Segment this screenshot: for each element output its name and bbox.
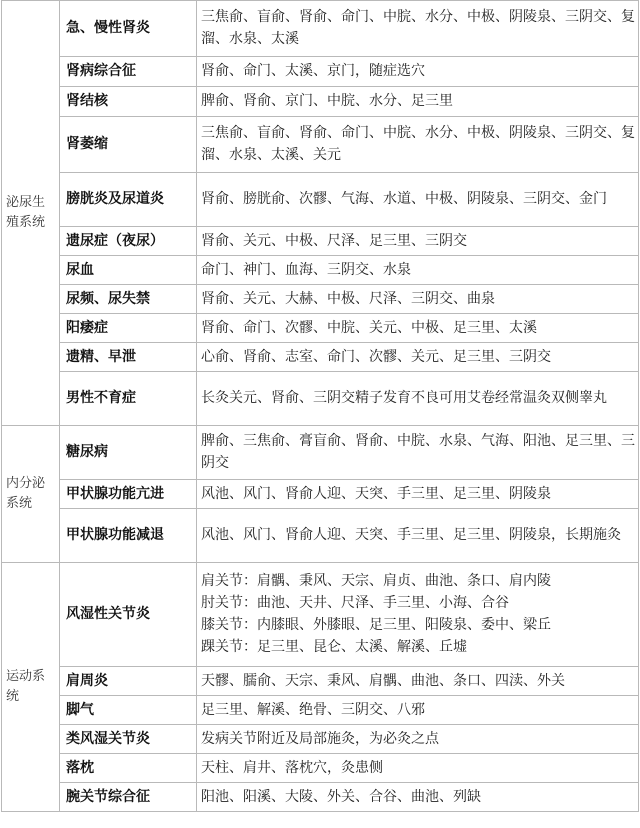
table-row (2, 173, 639, 227)
category-cell: 内分泌系统 (2, 426, 60, 563)
condition-cell: 膀胱炎及尿道炎 (60, 173, 197, 227)
table-row (2, 480, 639, 509)
acupoints-cell: 肾俞、命门、次髎、中脘、关元、中极、足三里、太溪 (197, 314, 639, 343)
condition-cell: 类风湿关节炎 (60, 725, 197, 754)
condition-cell: 男性不育症 (60, 372, 197, 426)
condition-cell: 落枕 (60, 754, 197, 783)
acupoints-cell: 肾俞、关元、中极、尺泽、足三里、三阴交 (197, 227, 639, 256)
category-cell: 运动系统 (2, 563, 60, 812)
acupoints-cell: 肾俞、膀胱俞、次髎、气海、水道、中极、阴陵泉、三阴交、金门 (197, 173, 639, 227)
table-row (2, 783, 639, 812)
table-row (2, 696, 639, 725)
table-row (2, 87, 639, 117)
condition-cell: 脚气 (60, 696, 197, 725)
condition-cell: 遗精、早泄 (60, 343, 197, 372)
acupoints-cell (197, 563, 639, 667)
table-row (2, 667, 639, 696)
condition-cell: 甲状腺功能减退 (60, 509, 197, 563)
acupoints-cell: 命门、神门、血海、三阴交、水泉 (197, 256, 639, 285)
condition-cell: 遗尿症（夜尿） (60, 227, 197, 256)
acupoint-table (1, 0, 639, 812)
acupoints-cell: 天柱、肩井、落枕穴，灸患侧 (197, 754, 639, 783)
condition-cell: 糖尿病 (60, 426, 197, 480)
acupoints-cell: 肾俞、关元、大赫、中极、尺泽、三阴交、曲泉 (197, 285, 639, 314)
table-row (2, 426, 639, 480)
acupoints-cell: 长灸关元、肾俞、三阴交精子发育不良可用艾卷经常温灸双侧睾丸 (197, 372, 639, 426)
condition-cell: 阳痿症 (60, 314, 197, 343)
elbow-joint-line: 肘关节：曲池、天井、尺泽、手三里、小海、合谷 (201, 595, 509, 611)
table-row (2, 343, 639, 372)
acupoints-cell: 心俞、肾俞、志室、命门、次髎、关元、足三里、三阴交 (197, 343, 639, 372)
ankle-joint-line: 踝关节：足三里、昆仑、太溪、解溪、丘墟 (201, 639, 467, 655)
acupoints-cell: 风池、风门、肾俞人迎、天突、手三里、足三里、阴陵泉 (197, 480, 639, 509)
table-row (2, 57, 639, 87)
condition-cell: 肾结核 (60, 87, 197, 117)
table-row (2, 227, 639, 256)
condition-cell: 腕关节综合征 (60, 783, 197, 812)
condition-cell: 风湿性关节炎 (60, 563, 197, 667)
table-row (2, 725, 639, 754)
table-row (2, 563, 639, 667)
table-row (2, 285, 639, 314)
knee-joint-line: 膝关节：内膝眼、外膝眼、足三里、阳陵泉、委中、梁丘 (201, 617, 551, 633)
acupoints-cell: 脾俞、肾俞、京门、中脘、水分、足三里 (197, 87, 639, 117)
table-row (2, 256, 639, 285)
acupoints-cell: 三焦俞、盲俞、肾俞、命门、中脘、水分、中极、阴陵泉、三阴交、复溜、水泉、太溪 (197, 1, 639, 57)
condition-cell: 肩周炎 (60, 667, 197, 696)
acupoints-cell: 肾俞、命门、太溪、京门，随症选穴 (197, 57, 639, 87)
table-row (2, 754, 639, 783)
condition-cell: 甲状腺功能亢进 (60, 480, 197, 509)
acupoints-cell: 天髎、臑俞、天宗、秉风、肩髃、曲池、条口、四渎、外关 (197, 667, 639, 696)
table-row (2, 314, 639, 343)
condition-cell: 肾病综合征 (60, 57, 197, 87)
category-cell: 泌尿生殖系统 (2, 1, 60, 426)
acupoints-cell: 足三里、解溪、绝骨、三阴交、八邪 (197, 696, 639, 725)
table-row (2, 1, 639, 57)
acupoints-cell: 脾俞、三焦俞、膏盲俞、肾俞、中脘、水泉、气海、阳池、足三里、三阴交 (197, 426, 639, 480)
table-row (2, 509, 639, 563)
condition-cell: 尿频、尿失禁 (60, 285, 197, 314)
condition-cell: 肾萎缩 (60, 117, 197, 173)
acupoints-cell: 风池、风门、肾俞人迎、天突、手三里、足三里、阴陵泉，长期施灸 (197, 509, 639, 563)
acupoints-cell: 发病关节附近及局部施灸，为必灸之点 (197, 725, 639, 754)
condition-cell: 尿血 (60, 256, 197, 285)
table-row (2, 372, 639, 426)
condition-cell: 急、慢性肾炎 (60, 1, 197, 57)
acupoints-cell: 三焦俞、盲俞、肾俞、命门、中脘、水分、中极、阴陵泉、三阴交、复溜、水泉、太溪、关元 (197, 117, 639, 173)
shoulder-joint-line: 肩关节：肩髃、秉风、天宗、肩贞、曲池、条口、肩内陵 (201, 573, 551, 589)
table-row (2, 117, 639, 173)
acupoints-cell: 阳池、阳溪、大陵、外关、合谷、曲池、列缺 (197, 783, 639, 812)
